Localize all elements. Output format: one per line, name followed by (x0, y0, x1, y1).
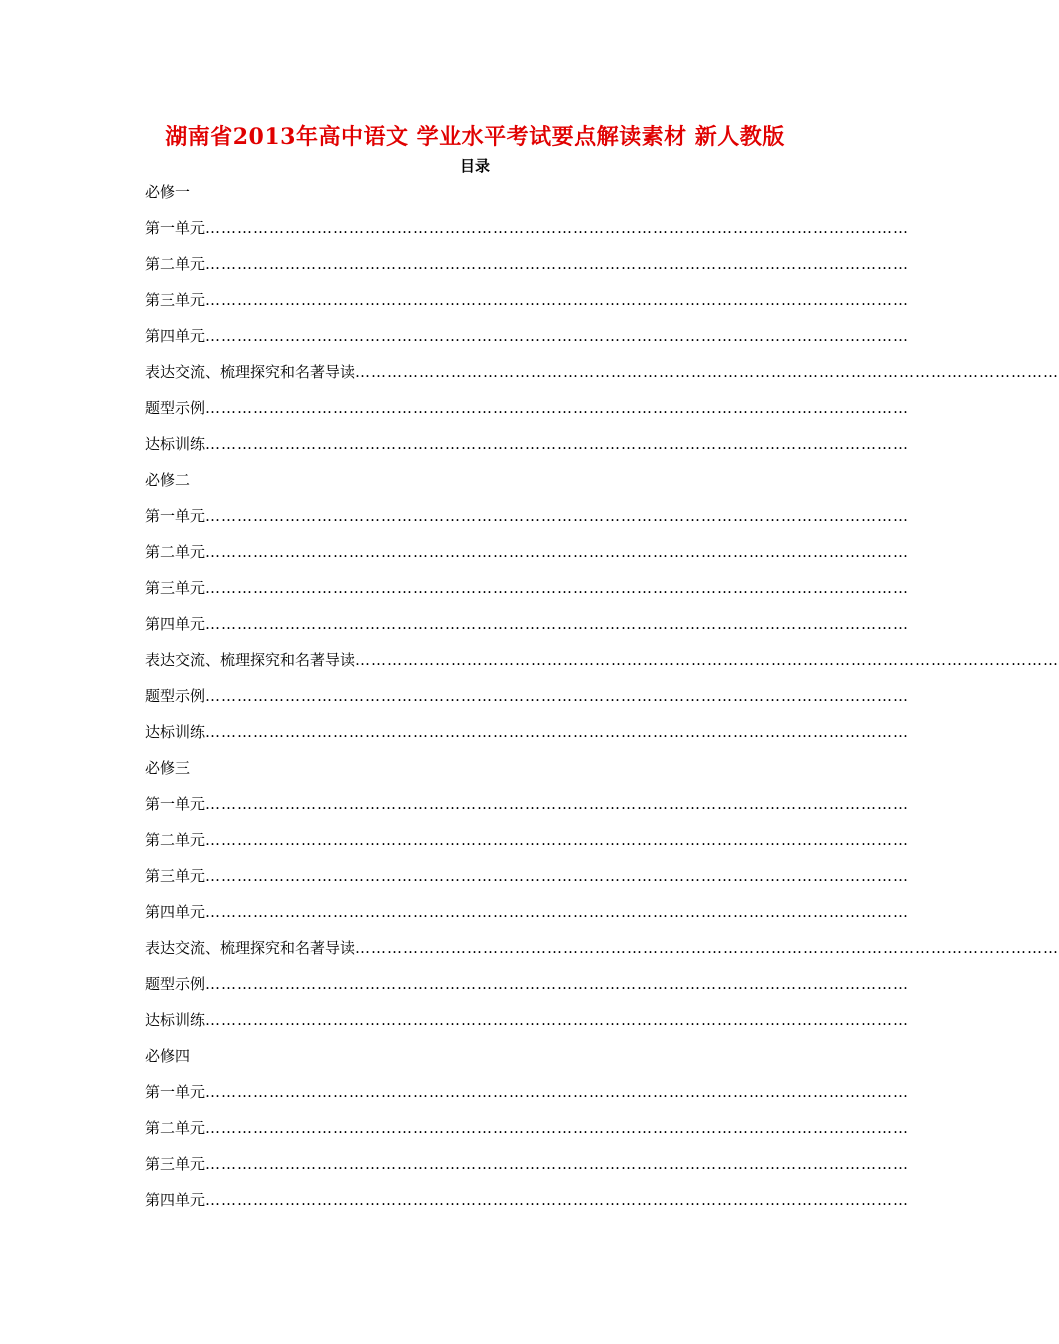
toc-dot-leader: …………………………………………………………………………………………………………………… (355, 363, 1059, 381)
toc-section-heading: 必修三 (145, 759, 191, 777)
toc-dot-leader: …………………………………………………………………………………………………………………… (205, 219, 910, 237)
toc-dot-leader: …………………………………………………………………………………………………………………… (205, 1155, 910, 1173)
toc-dot-leader: …………………………………………………………………………………………………………………… (355, 651, 1059, 669)
toc-entry-label: 第一单元 (145, 219, 206, 237)
toc-entry-label: 第二单元 (145, 255, 206, 273)
toc-entry-label: 达标训练 (145, 1011, 206, 1029)
toc-entry[interactable] (145, 538, 910, 574)
toc-heading: 目录 (459, 157, 490, 175)
table-of-contents (145, 178, 1059, 1222)
toc-entry-label: 第一单元 (145, 507, 206, 525)
toc-dot-leader: …………………………………………………………………………………………………………………… (205, 291, 910, 309)
toc-entry[interactable] (145, 322, 910, 358)
toc-entry-label: 第三单元 (145, 867, 206, 885)
toc-section-heading: 必修一 (145, 183, 191, 201)
toc-dot-leader: …………………………………………………………………………………………………………………… (355, 939, 1059, 957)
toc-entry[interactable] (145, 790, 910, 826)
toc-entry[interactable] (145, 1150, 910, 1186)
toc-entry[interactable] (145, 1114, 910, 1150)
toc-entry-label: 题型示例 (145, 399, 206, 417)
toc-dot-leader: …………………………………………………………………………………………………………………… (205, 1191, 910, 1209)
toc-entry[interactable] (145, 610, 910, 646)
toc-entry[interactable] (145, 502, 910, 538)
toc-dot-leader: …………………………………………………………………………………………………………………… (205, 543, 910, 561)
toc-entry[interactable] (145, 646, 1059, 682)
toc-dot-leader: …………………………………………………………………………………………………………………… (205, 903, 910, 921)
toc-dot-leader: …………………………………………………………………………………………………………………… (205, 795, 910, 813)
toc-dot-leader: …………………………………………………………………………………………………………………… (205, 399, 910, 417)
toc-entry[interactable] (145, 718, 910, 754)
toc-entry[interactable] (145, 394, 910, 430)
toc-entry-label: 第二单元 (145, 1119, 206, 1137)
toc-section-heading: 必修二 (145, 471, 191, 489)
toc-dot-leader: …………………………………………………………………………………………………………………… (205, 1011, 910, 1029)
toc-entry[interactable] (145, 826, 910, 862)
toc-dot-leader: …………………………………………………………………………………………………………………… (205, 831, 910, 849)
toc-entry[interactable] (145, 862, 910, 898)
toc-entry-label: 第二单元 (145, 543, 206, 561)
toc-entry[interactable] (145, 286, 910, 322)
toc-dot-leader: …………………………………………………………………………………………………………………… (205, 1083, 910, 1101)
toc-entry-label: 题型示例 (145, 975, 206, 993)
toc-entry-label: 第四单元 (145, 1191, 206, 1209)
toc-dot-leader: …………………………………………………………………………………………………………………… (205, 687, 910, 705)
toc-dot-leader: …………………………………………………………………………………………………………………… (205, 1119, 910, 1137)
toc-entry-label: 第四单元 (145, 327, 206, 345)
toc-entry-label: 达标训练 (145, 435, 206, 453)
toc-entry-label: 第二单元 (145, 831, 206, 849)
toc-entry[interactable] (145, 898, 910, 934)
toc-entry-label: 第一单元 (145, 795, 206, 813)
toc-dot-leader: …………………………………………………………………………………………………………………… (205, 255, 910, 273)
toc-entry[interactable] (145, 358, 1059, 394)
toc-entry-label: 第四单元 (145, 615, 206, 633)
toc-section-heading: 必修四 (145, 1047, 191, 1065)
toc-entry-label: 表达交流、梳理探究和名著导读 (145, 939, 356, 957)
toc-dot-leader: …………………………………………………………………………………………………………………… (205, 975, 910, 993)
toc-entry-label: 第四单元 (145, 903, 206, 921)
toc-entry-label: 表达交流、梳理探究和名著导读 (145, 363, 356, 381)
toc-entry-label: 表达交流、梳理探究和名著导读 (145, 651, 356, 669)
toc-dot-leader: …………………………………………………………………………………………………………………… (205, 723, 910, 741)
toc-entry[interactable] (145, 214, 910, 250)
toc-entry-label: 达标训练 (145, 723, 206, 741)
toc-entry[interactable] (145, 970, 910, 1006)
toc-dot-leader: …………………………………………………………………………………………………………………… (205, 867, 910, 885)
toc-dot-leader: …………………………………………………………………………………………………………………… (205, 435, 910, 453)
toc-entry-label: 第三单元 (145, 1155, 206, 1173)
toc-entry[interactable] (145, 934, 1059, 970)
toc-dot-leader: …………………………………………………………………………………………………………………… (205, 579, 910, 597)
toc-entry[interactable] (145, 1078, 910, 1114)
toc-dot-leader: …………………………………………………………………………………………………………………… (205, 615, 910, 633)
toc-entry-label: 第三单元 (145, 579, 206, 597)
toc-entry[interactable] (145, 682, 910, 718)
toc-dot-leader: …………………………………………………………………………………………………………………… (205, 507, 910, 525)
toc-entry[interactable] (145, 1006, 910, 1042)
toc-entry[interactable] (145, 250, 910, 286)
toc-entry[interactable] (145, 1186, 910, 1222)
toc-entry-label: 第三单元 (145, 291, 206, 309)
toc-entry-label: 第一单元 (145, 1083, 206, 1101)
toc-entry-label: 题型示例 (145, 687, 206, 705)
toc-dot-leader: …………………………………………………………………………………………………………………… (205, 327, 910, 345)
toc-entry[interactable] (145, 574, 910, 610)
document-title: 湖南省2013年高中语文 学业水平考试要点解读素材 新人教版 (165, 124, 785, 150)
toc-entry[interactable] (145, 430, 910, 466)
